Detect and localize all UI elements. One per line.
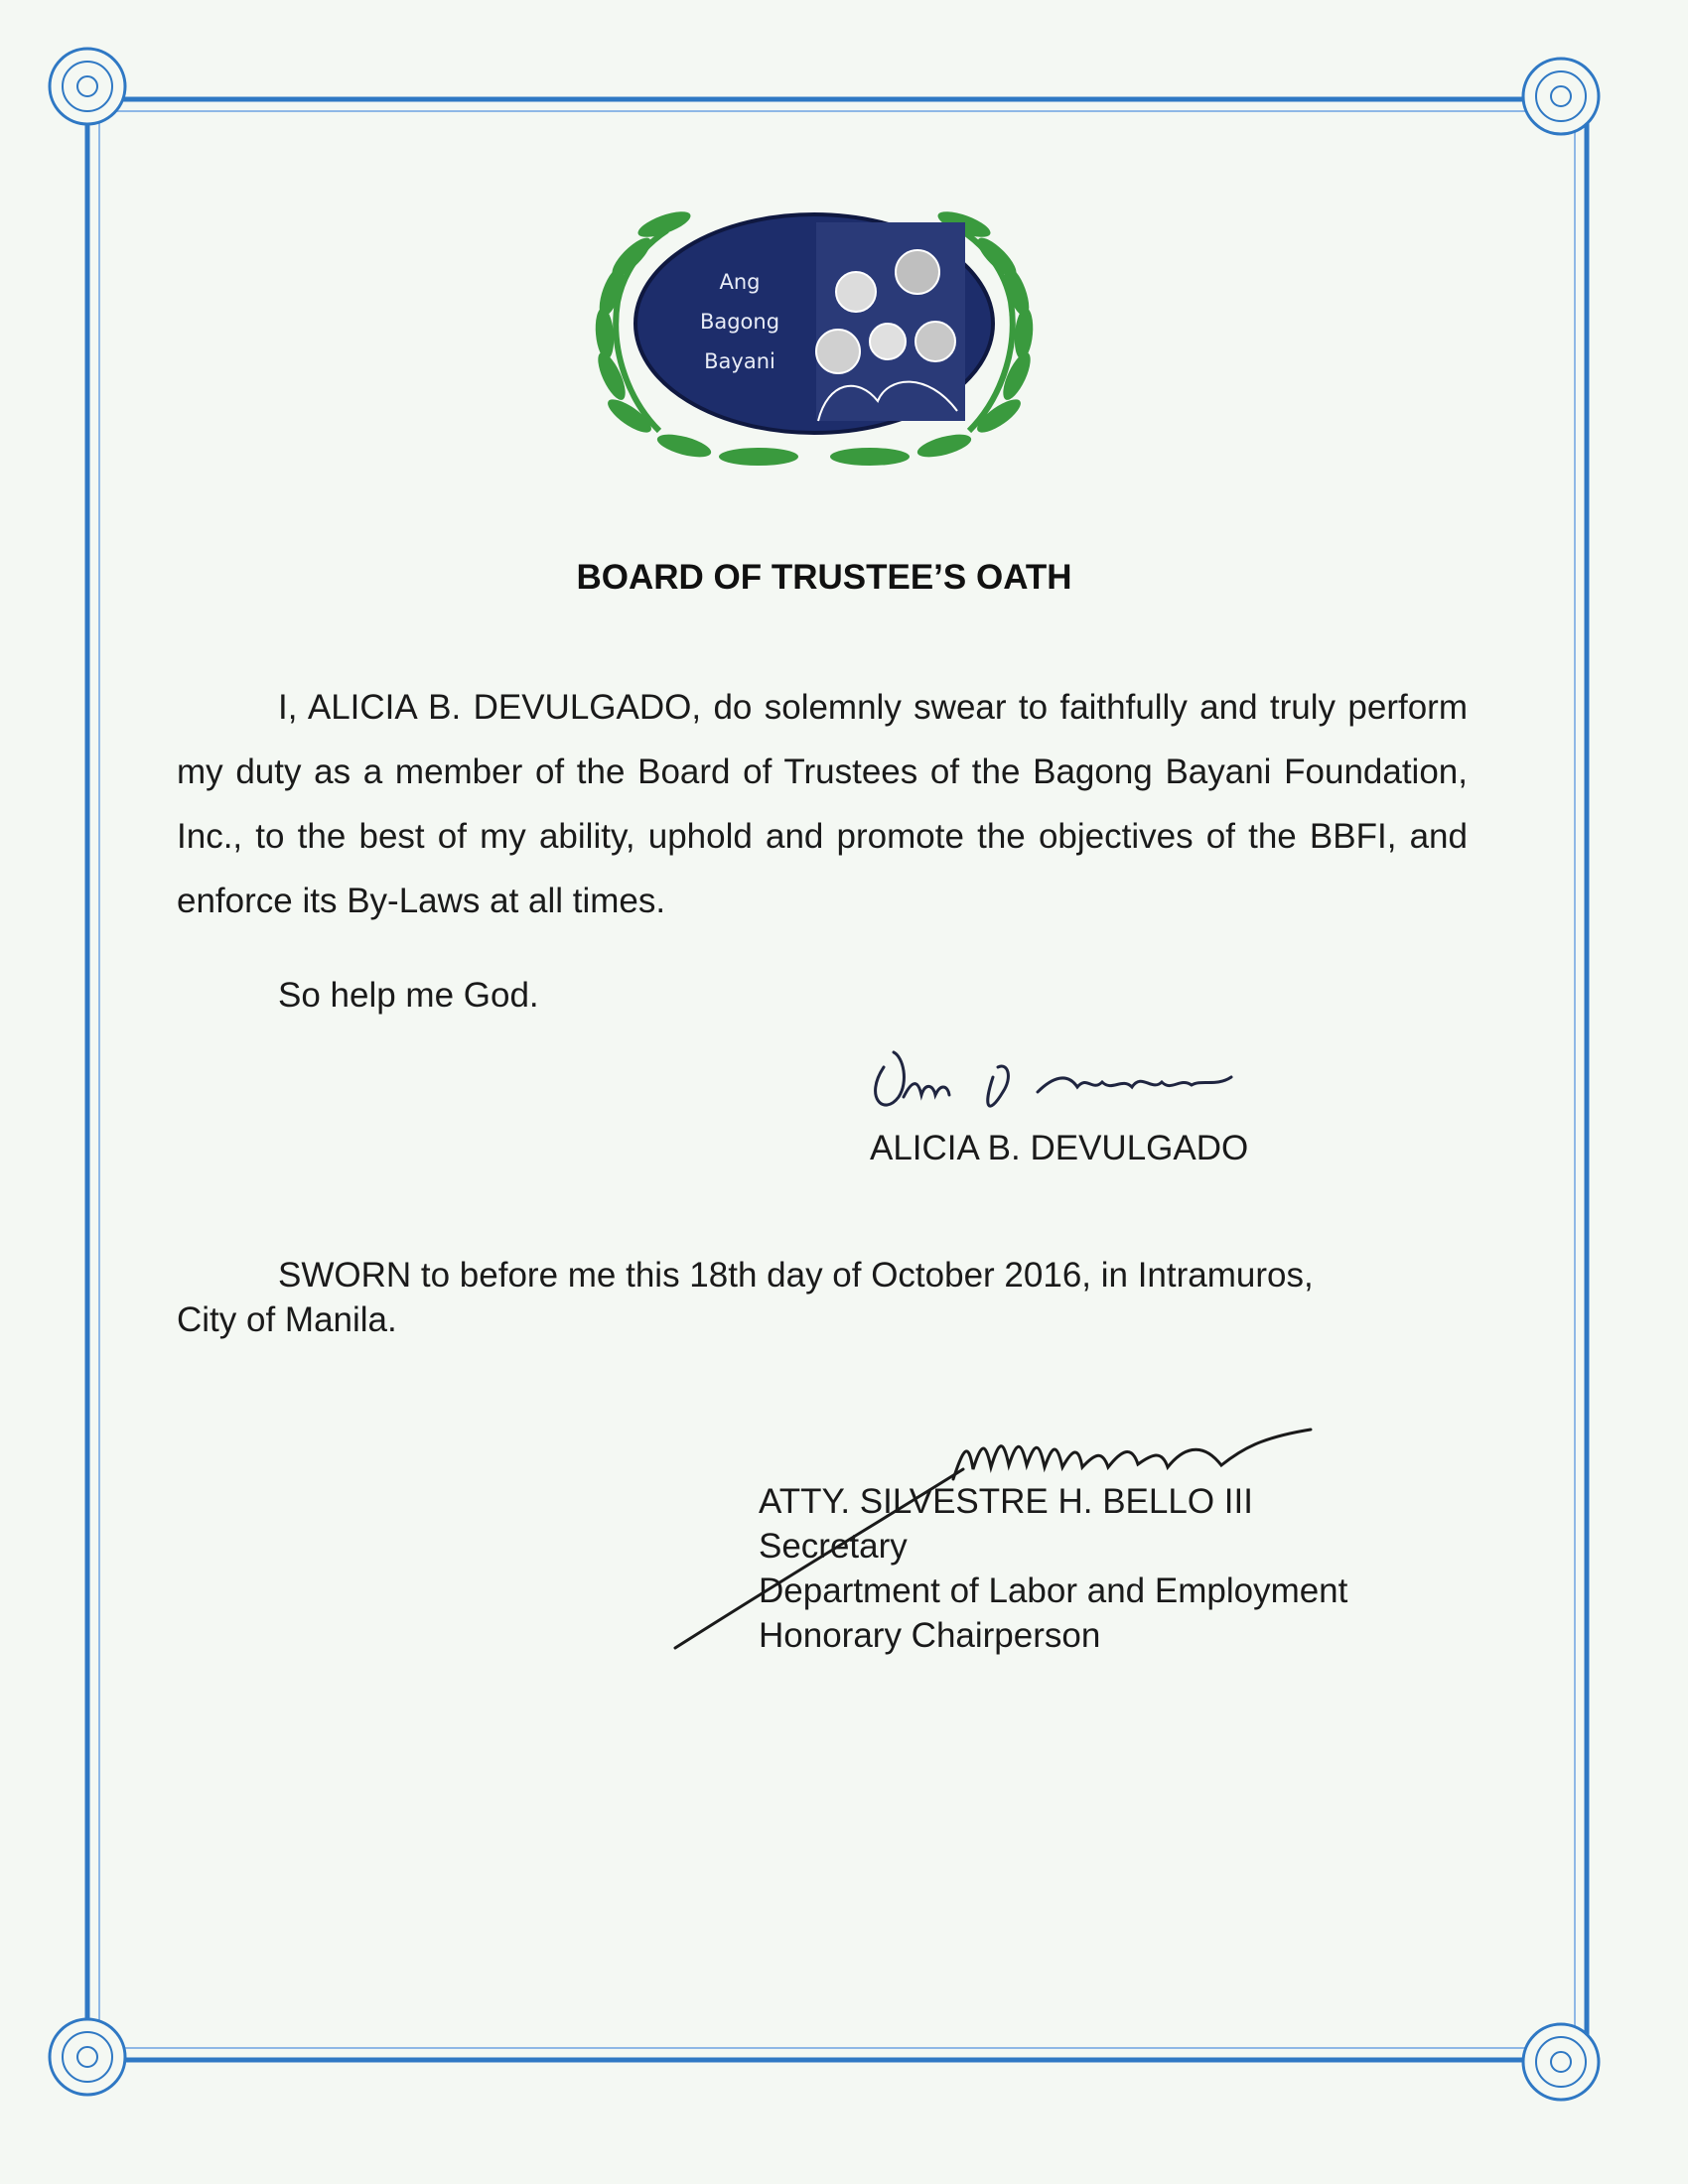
official-name: ATTY. SILVESTRE H. BELLO III [759, 1482, 1253, 1521]
affiant-name: ALICIA B. DEVULGADO [870, 1129, 1249, 1167]
corner-ornament-bottom-right [1523, 2024, 1599, 2100]
corner-ornament-top-right [1523, 59, 1599, 134]
logo-text-line-3: Bayani [704, 349, 775, 373]
jurat-line-1: SWORN to before me this 18th day of October 2016, in Intramuros, [278, 1256, 1314, 1295]
closing-line: So help me God. [278, 976, 539, 1015]
official-position: Secretary [759, 1527, 908, 1566]
corner-ornament-bottom-left [50, 2019, 125, 2095]
corner-ornament-top-left [50, 49, 125, 124]
logo-text-line-2: Bagong [699, 310, 780, 334]
official-role: Honorary Chairperson [759, 1616, 1101, 1655]
logo-people-illustration [816, 222, 965, 421]
logo-text-line-1: Ang [719, 270, 761, 294]
foundation-logo [590, 203, 1039, 469]
document-title: BOARD OF TRUSTEE’S OATH [576, 558, 1072, 597]
jurat-line-2: City of Manila. [177, 1300, 397, 1339]
affiant-signature [864, 1037, 1281, 1127]
oath-paragraph: I, ALICIA B. DEVULGADO, do solemnly swear to faithfully and truly perform my duty as a member of the Board of Trustees of the Bagong Bayani Foundation, Inc., to the best of my ability, uphold and promote the objectives of the BBFI, and enforce its By-Laws at all times. [177, 688, 1468, 920]
official-department: Department of Labor and Employment [759, 1571, 1348, 1610]
